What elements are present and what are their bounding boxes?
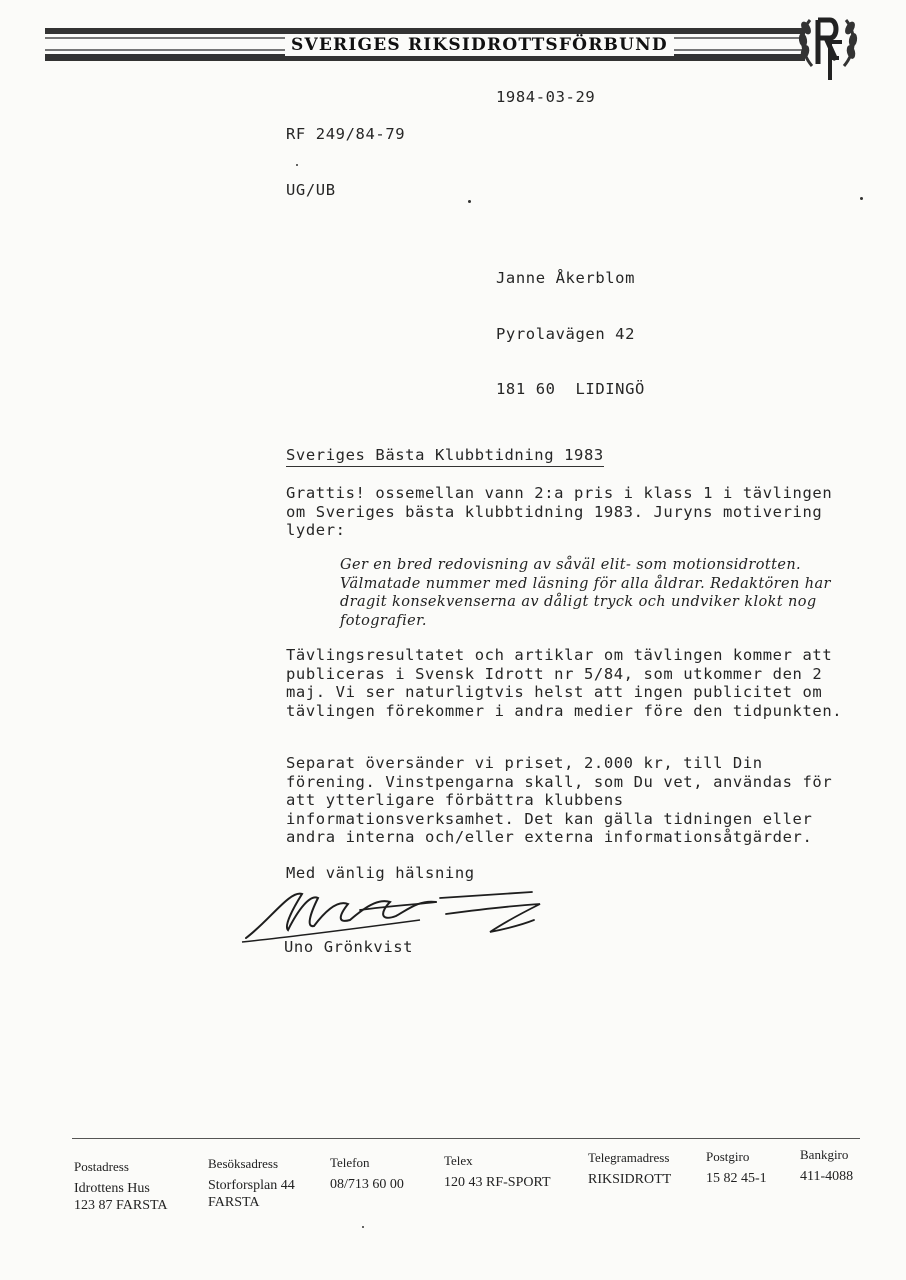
reference-number: RF 249/84-79 (286, 125, 406, 143)
recipient-street: Pyrolavägen 42 (496, 324, 636, 343)
footer-telex-value: 120 43 RF-SPORT (444, 1175, 551, 1190)
footer-postadress (74, 1158, 168, 1214)
footer-postgiro-value: 15 82 45-1 (706, 1171, 767, 1186)
letter-date: 1984-03-29 (496, 88, 596, 106)
footer-telegramadress-value: RIKSIDROTT (588, 1172, 672, 1187)
org-name: SVERIGES RIKSIDROTTSFÖRBUND (285, 34, 674, 56)
footer-postadress-line1: Idrottens Hus (74, 1181, 150, 1196)
footer-telegramadress (588, 1149, 671, 1188)
footer-besoksadress (208, 1155, 295, 1211)
footer-besoksadress-line2: FARSTA (208, 1195, 260, 1210)
rf-logo-icon (796, 8, 860, 82)
recipient-name: Janne Åkerblom (496, 269, 636, 287)
footer-telegramadress-label: Telegramadress (588, 1150, 670, 1165)
scan-speck (296, 164, 298, 166)
scan-speck (860, 197, 863, 200)
handwritten-signature-icon (240, 880, 550, 950)
footer-postgiro (706, 1148, 767, 1187)
reference-block (286, 88, 405, 218)
jury-quote: Ger en bred redovisning av såväl elit- som motionsidrotten. Välmatade nummer med läsning för alla åldrar. Redaktören har dragit konsekvenserna av dåligt tryck och undviker klokt nog fotografier. (340, 557, 831, 629)
footer-bankgiro (800, 1146, 853, 1185)
footer-telefon-label: Telefon (330, 1155, 370, 1170)
footer-besoksadress-label: Besöksadress (208, 1156, 279, 1171)
footer-rule (72, 1138, 860, 1139)
footer-telex-label: Telex (444, 1153, 473, 1168)
scan-speck (362, 1226, 364, 1228)
footer-besoksadress-line1: Storforsplan 44 (208, 1178, 295, 1193)
body-paragraph-3: Separat översänder vi priset, 2.000 kr, till Din förening. Vinstpengarna skall, som Du vet, användas för att ytterligare förbättra klubbens informationsverksamhet. Det kan gälla tidningen eller andra interna och/eller externa informationsåtgärder. (286, 754, 833, 846)
footer-telex (444, 1152, 551, 1191)
body-paragraph-2: Tävlingsresultatet och artiklar om tävlingen kommer att publiceras i Svensk Idrott nr 5/84, som utkommer den 2 maj. Vi ser naturligtvis helst att ingen publicitet om tävlingen förekommer i andra medier före den tidpunkten. (286, 646, 843, 720)
recipient-city: 181 60 LIDINGÖ (496, 380, 645, 398)
recipient-address (496, 232, 645, 417)
footer-postgiro-label: Postgiro (706, 1149, 750, 1164)
footer-bankgiro-value: 411-4088 (800, 1169, 854, 1184)
closing-salutation: Med vänlig hälsning (286, 864, 475, 882)
footer-postadress-line2: 123 87 FARSTA (74, 1198, 168, 1213)
footer-bankgiro-label: Bankgiro (800, 1147, 849, 1162)
footer-postadress-label: Postadress (74, 1159, 129, 1174)
signer-name: Uno Grönkvist (284, 938, 414, 956)
footer-telefon (330, 1154, 404, 1193)
reference-initials: UG/UB (286, 180, 336, 199)
body-paragraph-1: Grattis! ossemellan vann 2:a pris i klass 1 i tävlingen om Sveriges bästa klubbtidning 1983. Juryns motivering lyder: (286, 484, 833, 539)
letter-subject: Sveriges Bästa Klubbtidning 1983 (286, 446, 604, 467)
footer-telefon-value: 08/713 60 00 (330, 1177, 404, 1192)
scan-speck (468, 200, 471, 203)
